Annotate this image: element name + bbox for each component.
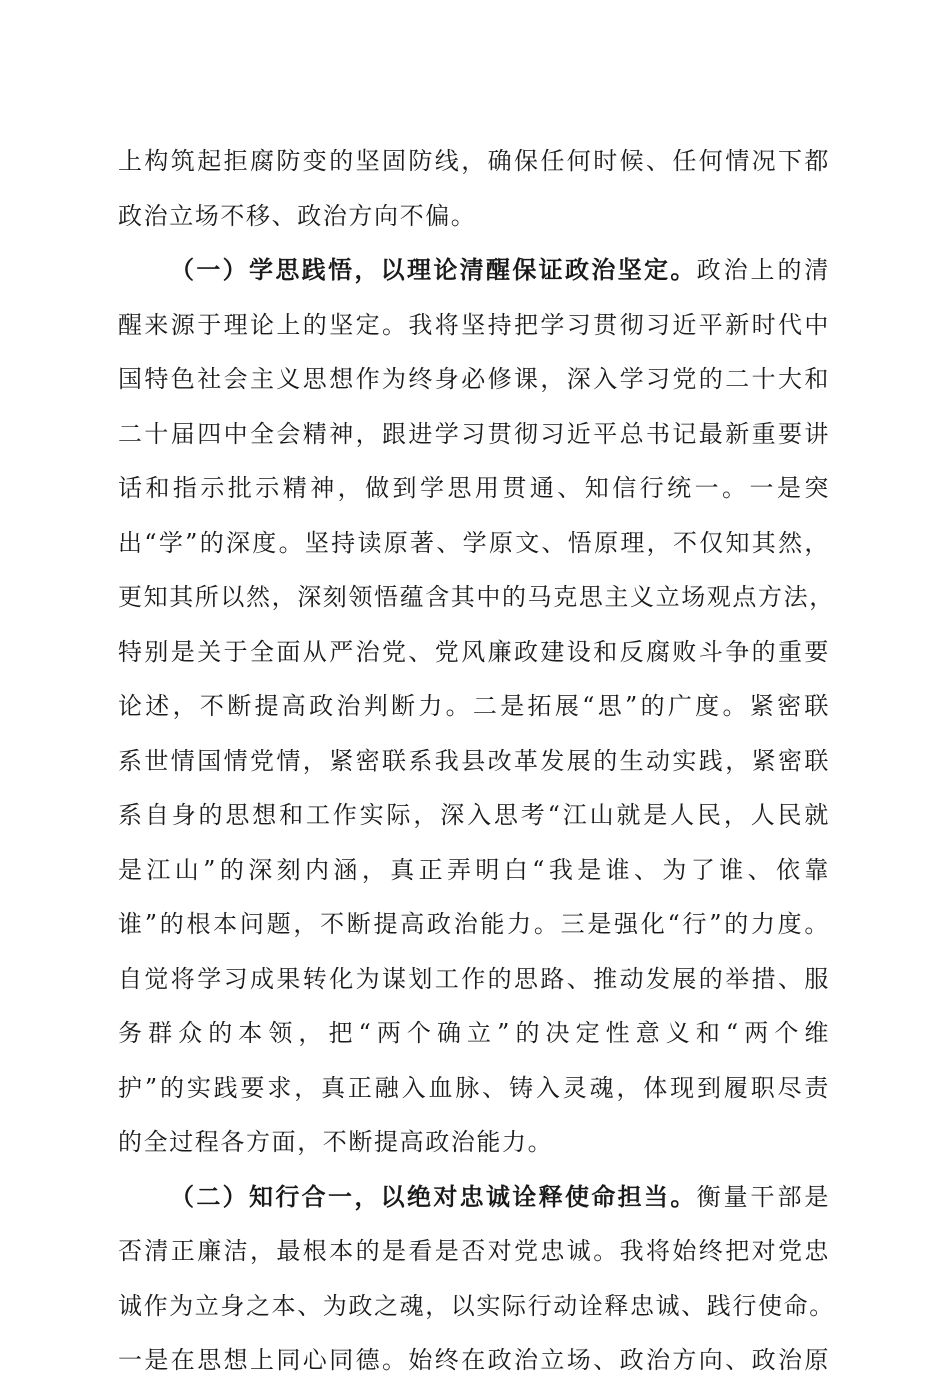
text-line: 醒来源于理论上的坚定。我将坚持把学习贯彻习近平新时代中 <box>118 310 830 339</box>
text-line: 一是在思想上同心同德。始终在政治立场、政治方向、政治原 <box>118 1346 830 1374</box>
text-line: 谁”的根本问题，不断提高政治能力。三是强化“行”的力度。 <box>118 910 830 938</box>
text-line: 诚作为立身之本、为政之魂，以实际行动诠释忠诚、践行使命。 <box>118 1291 835 1320</box>
text-line: 政治立场不移、政治方向不偏。 <box>118 201 477 230</box>
text-line: 国特色社会主义思想作为终身必修课，深入学习党的二十大和 <box>118 365 830 393</box>
text-line: 务群众的本领，把“两个确立”的决定性意义和“两个维 <box>118 1019 830 1047</box>
text-line: 出“学”的深度。坚持读原著、学原文、悟原理，不仅知其然， <box>118 528 830 557</box>
text-line: 系世情国情党情，紧密联系我县改革发展的生动实践，紧密联 <box>118 746 830 775</box>
document-body <box>118 134 835 1388</box>
text-line: 护”的实践要求，真正融入血脉、铸入灵魂，体现到履职尽责 <box>118 1073 830 1102</box>
text-line: 二十届四中全会精神，跟进学习贯彻习近平总书记最新重要讲 <box>118 419 830 448</box>
text-line: 是江山”的深刻内涵，真正弄明白“我是谁、为了谁、依靠 <box>118 855 830 884</box>
text-line: 系自身的思想和工作实际，深入思考“江山就是人民，人民就 <box>118 801 830 829</box>
text-line: 否清正廉洁，最根本的是看是否对党忠诚。我将始终把对党忠 <box>118 1237 830 1265</box>
text-line: 的全过程各方面，不断提高政治能力。 <box>118 1128 554 1156</box>
text-line: 更知其所以然，深刻领悟蕴含其中的马克思主义立场观点方法， <box>118 583 835 611</box>
text-line: 特别是关于全面从严治党、党风廉政建设和反腐败斗争的重要 <box>118 637 830 666</box>
text-line: 论述，不断提高政治判断力。二是拓展“思”的广度。紧密联 <box>118 692 830 720</box>
text-line: 上构筑起拒腐防变的坚固防线，确保任何时候、任何情况下都 <box>118 147 830 175</box>
text-fragment: 衡量干部是 <box>696 1182 831 1211</box>
section-heading: （二）知行合一，以绝对忠诚诠释使命担当。 <box>170 1182 697 1211</box>
text-line: 自觉将学习成果转化为谋划工作的思路、推动发展的举措、服 <box>118 964 830 993</box>
text-line: 话和指示批示精神，做到学思用贯通、知信行统一。一是突 <box>118 474 830 502</box>
text-fragment: 政治上的清 <box>696 256 831 284</box>
section-heading-line <box>118 1170 830 1225</box>
section-heading-line <box>118 243 830 298</box>
section-heading: （一）学思践悟，以理论清醒保证政治坚定。 <box>170 256 697 284</box>
